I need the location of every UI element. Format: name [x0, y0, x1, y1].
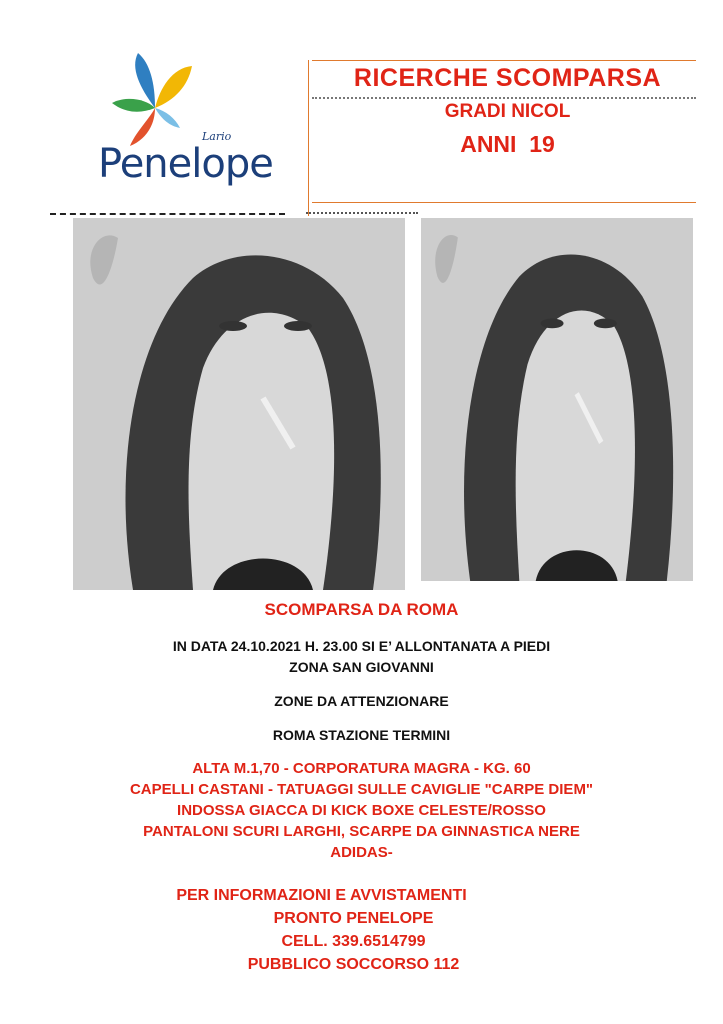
zones-label: ZONE DA ATTENZIONARE	[274, 693, 449, 709]
photo-right	[421, 218, 693, 581]
logo-word: Penelope	[98, 141, 273, 187]
divider	[306, 212, 418, 214]
butterfly-icon	[100, 48, 200, 148]
description-line: PANTALONI SCURI LARGHI, SCARPE DA GINNASTICA NERE	[143, 823, 580, 840]
divider	[50, 213, 285, 215]
description-line: ALTA M.1,70 - CORPORATURA MAGRA - KG. 60	[192, 760, 531, 777]
divider	[308, 60, 309, 216]
missing-person-age: ANNI 19	[460, 131, 555, 157]
divider	[312, 60, 696, 61]
contact-line: PUBBLICO SOCCORSO 112	[247, 956, 460, 973]
contact-line: PRONTO PENELOPE	[273, 910, 434, 927]
missing-person-name: GRADI NICOL	[444, 101, 571, 122]
photo-left	[73, 218, 405, 590]
headline: SCOMPARSA DA ROMA	[264, 600, 459, 619]
page-title: RICERCHE SCOMPARSA	[353, 64, 662, 92]
info-line: IN DATA 24.10.2021 H. 23.00 SI E’ ALLONTANATA A PIEDI	[172, 638, 551, 654]
divider	[312, 202, 696, 203]
logo-script: Lario	[202, 130, 232, 143]
zones-value: ROMA STAZIONE TERMINI	[272, 727, 451, 743]
contact-phone: CELL. 339.6514799	[281, 933, 426, 950]
description-line: CAPELLI CASTANI - TATUAGGI SULLE CAVIGLIE "CARPE DIEM"	[129, 781, 594, 798]
info-line: ZONA SAN GIOVANNI	[289, 659, 434, 675]
penelope-logo	[80, 48, 280, 208]
contact-line: PER INFORMAZIONI E AVVISTAMENTI	[176, 887, 467, 904]
description-line: INDOSSA GIACCA DI KICK BOXE CELESTE/ROSSO	[177, 802, 546, 819]
divider	[312, 97, 696, 99]
description-line: ADIDAS-	[330, 844, 393, 861]
